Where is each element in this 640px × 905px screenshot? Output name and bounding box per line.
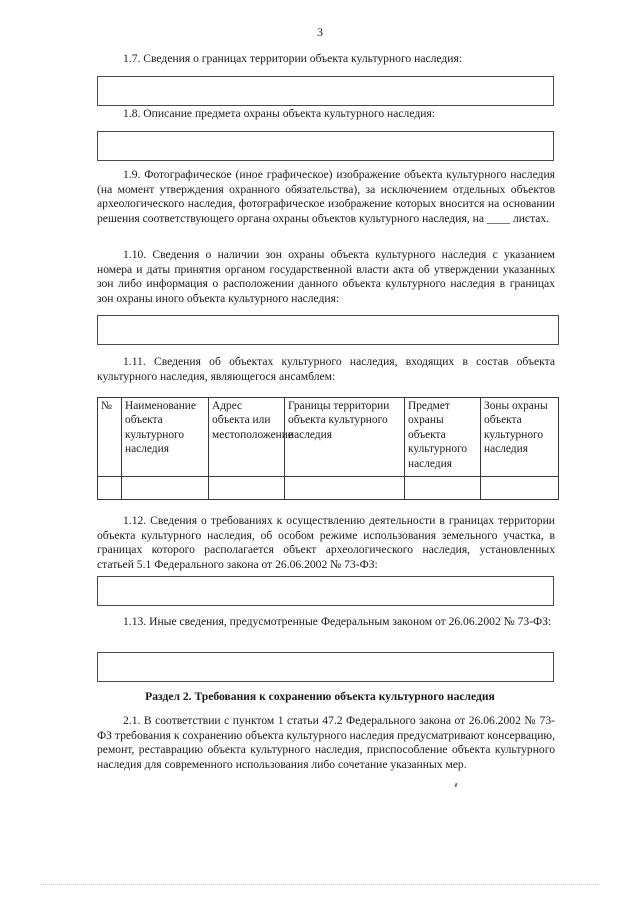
section-1-12-text: 1.12. Сведения о требованиях к осуществлению деятельности в границах территории объекта культурного наследия, об особом режиме использования земельного участка, в границах которого располагается объект археологического наследия, установленных статьей 5.1 Федерального закона от 26.06.2002 № 73-ФЗ:: [97, 514, 555, 571]
section-2-1-text: 2.1. В соответствии с пунктом 1 статьи 47.2 Федерального закона от 26.06.2002 № 73-ФЗ требования к сохранению объекта культурного наследия предусматривают консервацию, ремонт, реставрацию объекта культурного наследия, приспособление объекта культурного наследия для современного использования либо сочетание указанных мер.: [97, 714, 555, 771]
table-header-row: [98, 398, 559, 477]
section-1-11-text: 1.11. Сведения об объектах культурного наследия, входящих в состав объекта культурного наследия, являющегося ансамблем:: [97, 355, 555, 383]
section-1-10-field[interactable]: [97, 315, 559, 345]
table-cell[interactable]: [122, 477, 209, 500]
section-1-12-field[interactable]: [97, 576, 554, 606]
table-cell[interactable]: [209, 477, 285, 500]
col-zones-header: Зоны охраны объекта культурного наследия: [481, 398, 559, 477]
col-subject-header: Предмет охраны объекта культурного наследия: [405, 398, 481, 477]
table-cell[interactable]: [285, 477, 405, 500]
ensemble-objects-table: [97, 397, 559, 500]
table-cell[interactable]: [98, 477, 122, 500]
col-address-header: Адрес объекта или местоположение: [209, 398, 285, 477]
page-number: 3: [317, 25, 323, 39]
section-2-title: Раздел 2. Требования к сохранению объекта культурного наследия: [145, 690, 495, 703]
section-1-7-text: 1.7. Сведения о границах территории объекта культурного наследия:: [123, 52, 463, 65]
section-1-10-text: 1.10. Сведения о наличии зон охраны объекта культурного наследия с указанием номера и даты принятия органом государственной власти акта об утверждении указанных зон либо информация о расположении данного объекта культурного наследия в границах зон охраны иного объекта культурного наследия:: [97, 248, 555, 305]
section-1-13-field[interactable]: [97, 652, 554, 682]
col-boundaries-header: Границы территории объекта культурного наследия: [285, 398, 405, 477]
col-name-header: Наименование объекта культурного наследия: [122, 398, 209, 477]
table-row: [98, 477, 559, 500]
scan-bottom-dots: [40, 884, 600, 887]
table-cell[interactable]: [405, 477, 481, 500]
section-1-8-text: 1.8. Описание предмета охраны объекта культурного наследия:: [123, 107, 435, 120]
table-cell[interactable]: [481, 477, 559, 500]
section-1-9-text: 1.9. Фотографическое (иное графическое) изображение объекта культурного наследия (на момент утверждения охранного обязательства), за исключением отдельных объектов археологического наследия, фотографическое изображение которых вносится на основании решения соответствующего органа охраны объектов культурного наследия, на ____ листах.: [97, 168, 555, 225]
section-1-13-text: 1.13. Иные сведения, предусмотренные Федеральным законом от 26.06.2002 № 73-ФЗ:: [123, 615, 552, 628]
col-number-header: №: [98, 398, 122, 477]
scan-mark: [454, 783, 457, 787]
section-1-8-field[interactable]: [97, 131, 554, 161]
section-1-7-field[interactable]: [97, 76, 554, 106]
